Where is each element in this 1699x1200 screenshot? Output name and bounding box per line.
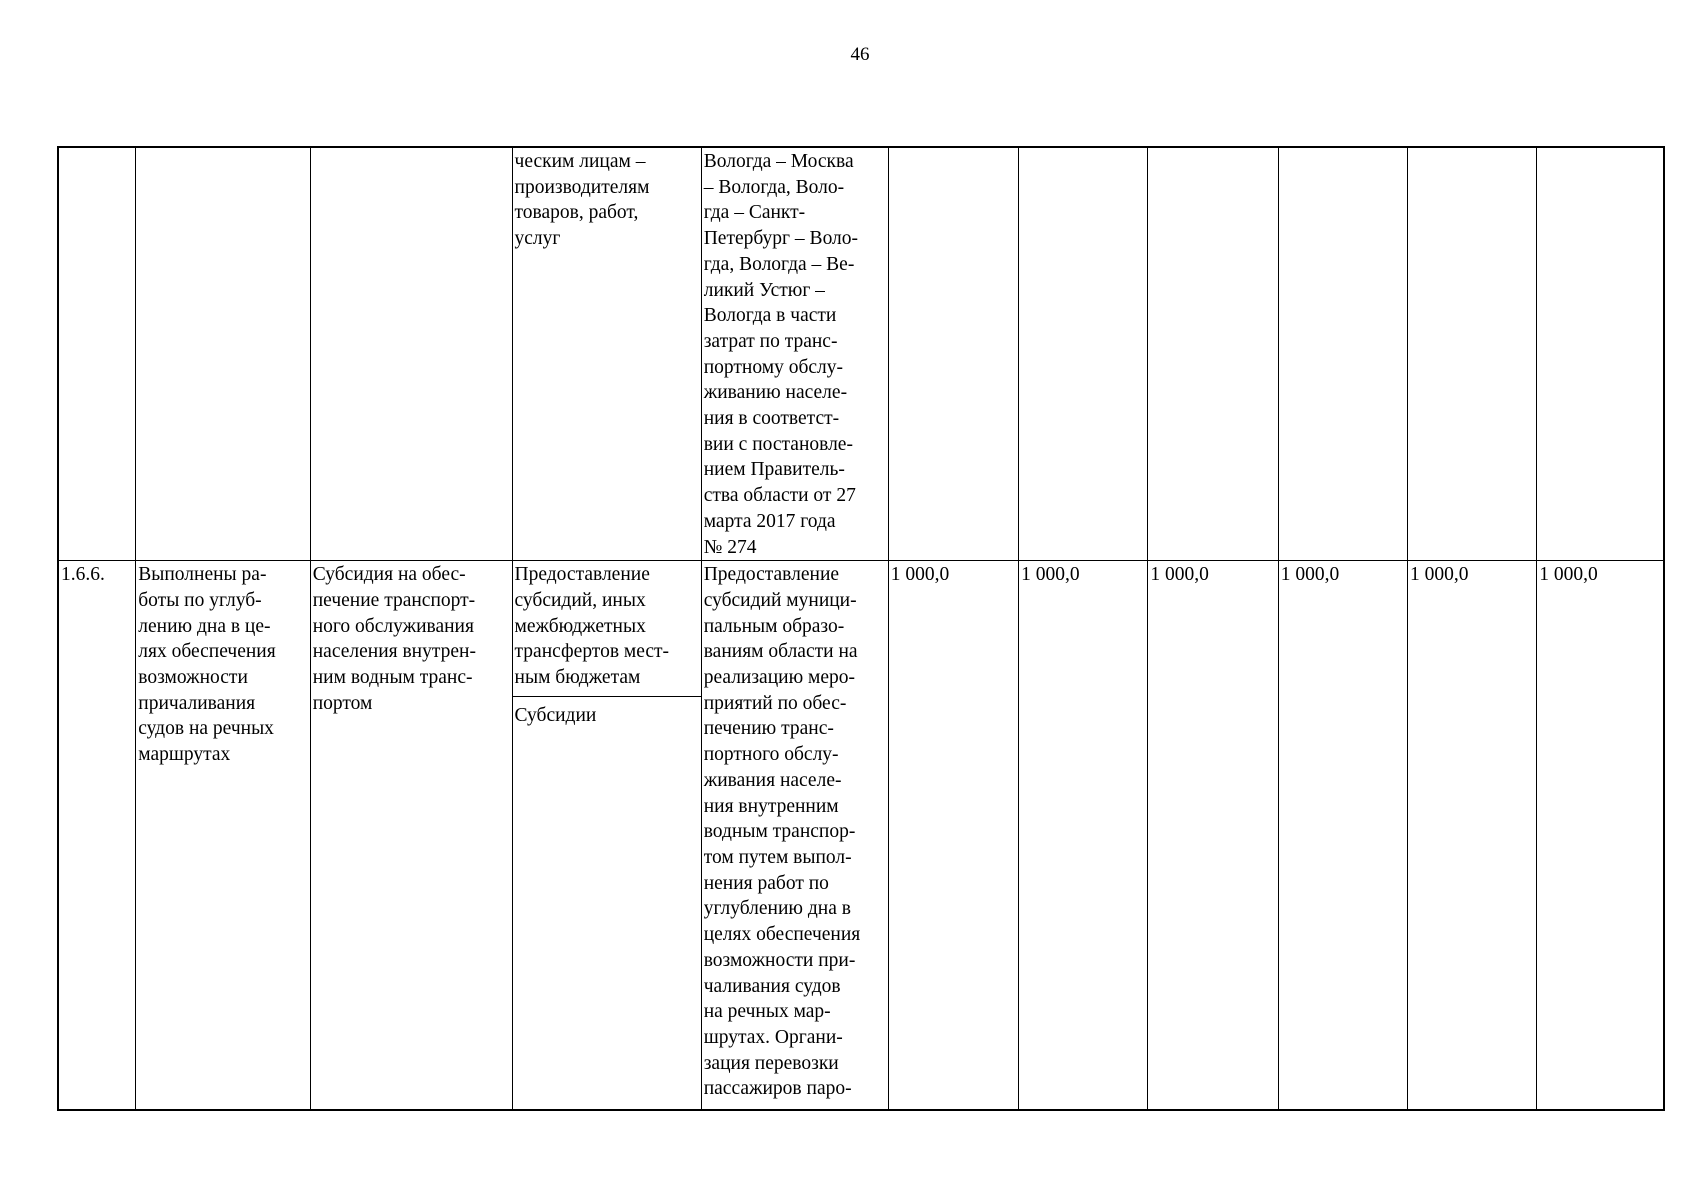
cell-value [1019,147,1148,561]
cell-number [58,147,136,561]
cell-value [1407,147,1536,561]
program-table [57,146,1665,1111]
type-top-text: Предоставление субсидий, иных межбюджетных трансфертов мест- ным бюджетам [513,561,701,697]
cell-measure: Субсидия на обес- печение транспорт- ного обслуживания населения внутрен- ним водным транс- портом [310,561,512,1110]
cell-description: Вологда – Москва – Вологда, Воло- гда – Санкт- Петербург – Воло- гда, Вологда – Ве- ликий Устюг – Вологда в части затрат по транс- портному обслу- живанию населе- ния в соответст- вии с постановле- нием Правитель- ства области от 27 марта 2017 года № 274 [701,147,888,561]
cell-type-of-measure: ческим лицам – производителям товаров, работ, услуг [512,147,701,561]
cell-measure [310,147,512,561]
cell-value [1148,147,1278,561]
cell-number: 1.6.6. [58,561,136,1110]
table-row-continued [58,147,1664,561]
cell-value: 1 000,0 [1278,561,1407,1110]
cell-value: 1 000,0 [1537,561,1664,1110]
cell-value [888,147,1018,561]
cell-value: 1 000,0 [888,561,1018,1110]
table-row-1-6-6 [58,561,1664,1110]
cell-value: 1 000,0 [1148,561,1278,1110]
type-bottom-text: Субсидии [514,705,597,727]
page-number: 46 [850,44,870,65]
cell-value [1278,147,1407,561]
cell-value: 1 000,0 [1407,561,1536,1110]
cell-result: Выполнены ра- боты по углуб- лению дна в це- лях обеспечения возможности причаливания судов на речных маршрутах [136,561,310,1110]
cell-type-of-measure [512,561,701,1110]
cell-result [136,147,310,561]
cell-description: Предоставление субсидий муници- пальным образо- ваниям области на реализацию меро- приятий по обес- печению транс- портного обслу- живания населе- ния внутренним водным транспор- том путем выпол- нения работ по углублению дна в целях обеспечения возможности при- чаливания судов на речных мар- шрутах. Органи- зация перевозки пассажиров паро- [701,561,888,1110]
cell-value [1537,147,1664,561]
cell-value: 1 000,0 [1019,561,1148,1110]
